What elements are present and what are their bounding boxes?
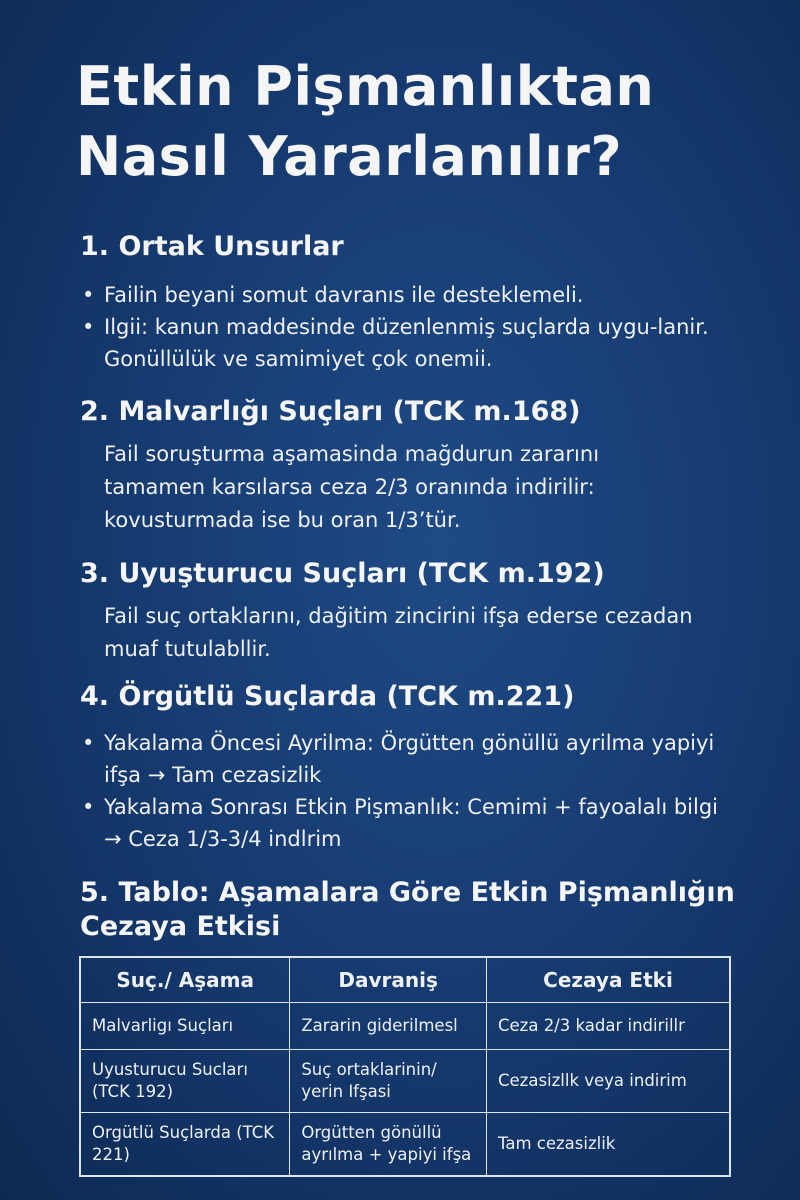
table-header: Suç./ Aşama: [80, 957, 290, 1003]
table-cell: Malvarligı Suçları: [80, 1003, 290, 1050]
section-2-text: Fail soruşturma aşamasinda mağdurun zararını tamamen karsılarsa ceza 2/3 oranında indirilir: kovusturmada ise bu oran 1/3’tür.: [104, 442, 600, 532]
section-3-text: Fail suç ortaklarını, dağitim zincirini ifşa ederse cezadan muaf tutulabllir.: [104, 604, 693, 661]
table-cell: Ceza 2/3 kadar indirillr: [487, 1003, 731, 1050]
section-4-bullets: [80, 727, 730, 855]
section-1-bullets: [80, 279, 740, 375]
page-title-line-2: Nasıl Yararlanılır?: [76, 125, 623, 188]
section-4-bullet: • Yakalama Sonrası Etkin Pişmanlık: Cemimi + fayoalalı bilgi → Ceza 1/3-3/4 indlrim: [80, 791, 730, 855]
table-row: [80, 1050, 730, 1113]
table-row: [80, 1003, 730, 1050]
table-cell: Orgütlü Suçlarda (TCK 221): [80, 1113, 290, 1177]
section-3-heading: 3. Uyuşturucu Suçları (TCK m.192): [80, 558, 605, 589]
table-cell: Suç ortaklarinin/ yerin Ifşasi: [290, 1050, 487, 1113]
table-cell: Zararin giderilmesl: [290, 1003, 487, 1050]
table-header: Davraniş: [290, 957, 487, 1003]
table-header: Cezaya Etki: [487, 957, 731, 1003]
page-title-line-1: Etkin Pişmanlıktan: [76, 55, 655, 118]
section-1-bullet: • Ilgii: kanun maddesinde düzenlenmiş suçlarda uygu-lanir. Gonüllülük ve samimiyet çok onemii.: [80, 311, 740, 375]
section-2-heading: 2. Malvarlığı Suçları (TCK m.168): [80, 396, 581, 427]
section-4-bullet: • Yakalama Öncesi Ayrilma: Örgütten gönüllü ayrilma yapiyi ifşa → Tam cezasizlik: [80, 727, 730, 791]
section-4-heading: 4. Örgütlü Suçlarda (TCK m.221): [80, 681, 575, 712]
table-cell: Uyusturucu Sucları (TCK 192): [80, 1050, 290, 1113]
page-title: [76, 52, 654, 192]
section-1-bullet: • Failin beyani somut davranıs ile desteklemeli.: [80, 279, 740, 311]
table-row: [80, 1113, 730, 1177]
table-cell: Cezasizllk veya indirim: [487, 1050, 731, 1113]
section-1-heading: 1. Ortak Unsurlar: [80, 231, 344, 262]
penalty-effect-table: [79, 956, 731, 1177]
table-cell: Orgütten gönüllü ayrılma + yapiyi ifşa: [290, 1113, 487, 1177]
table-cell: Tam cezasizlik: [487, 1113, 731, 1177]
section-5-heading: 5. Tablo: Aşamalara Göre Etkin Pişmanlığın Cezaya Etkisi: [80, 877, 735, 942]
